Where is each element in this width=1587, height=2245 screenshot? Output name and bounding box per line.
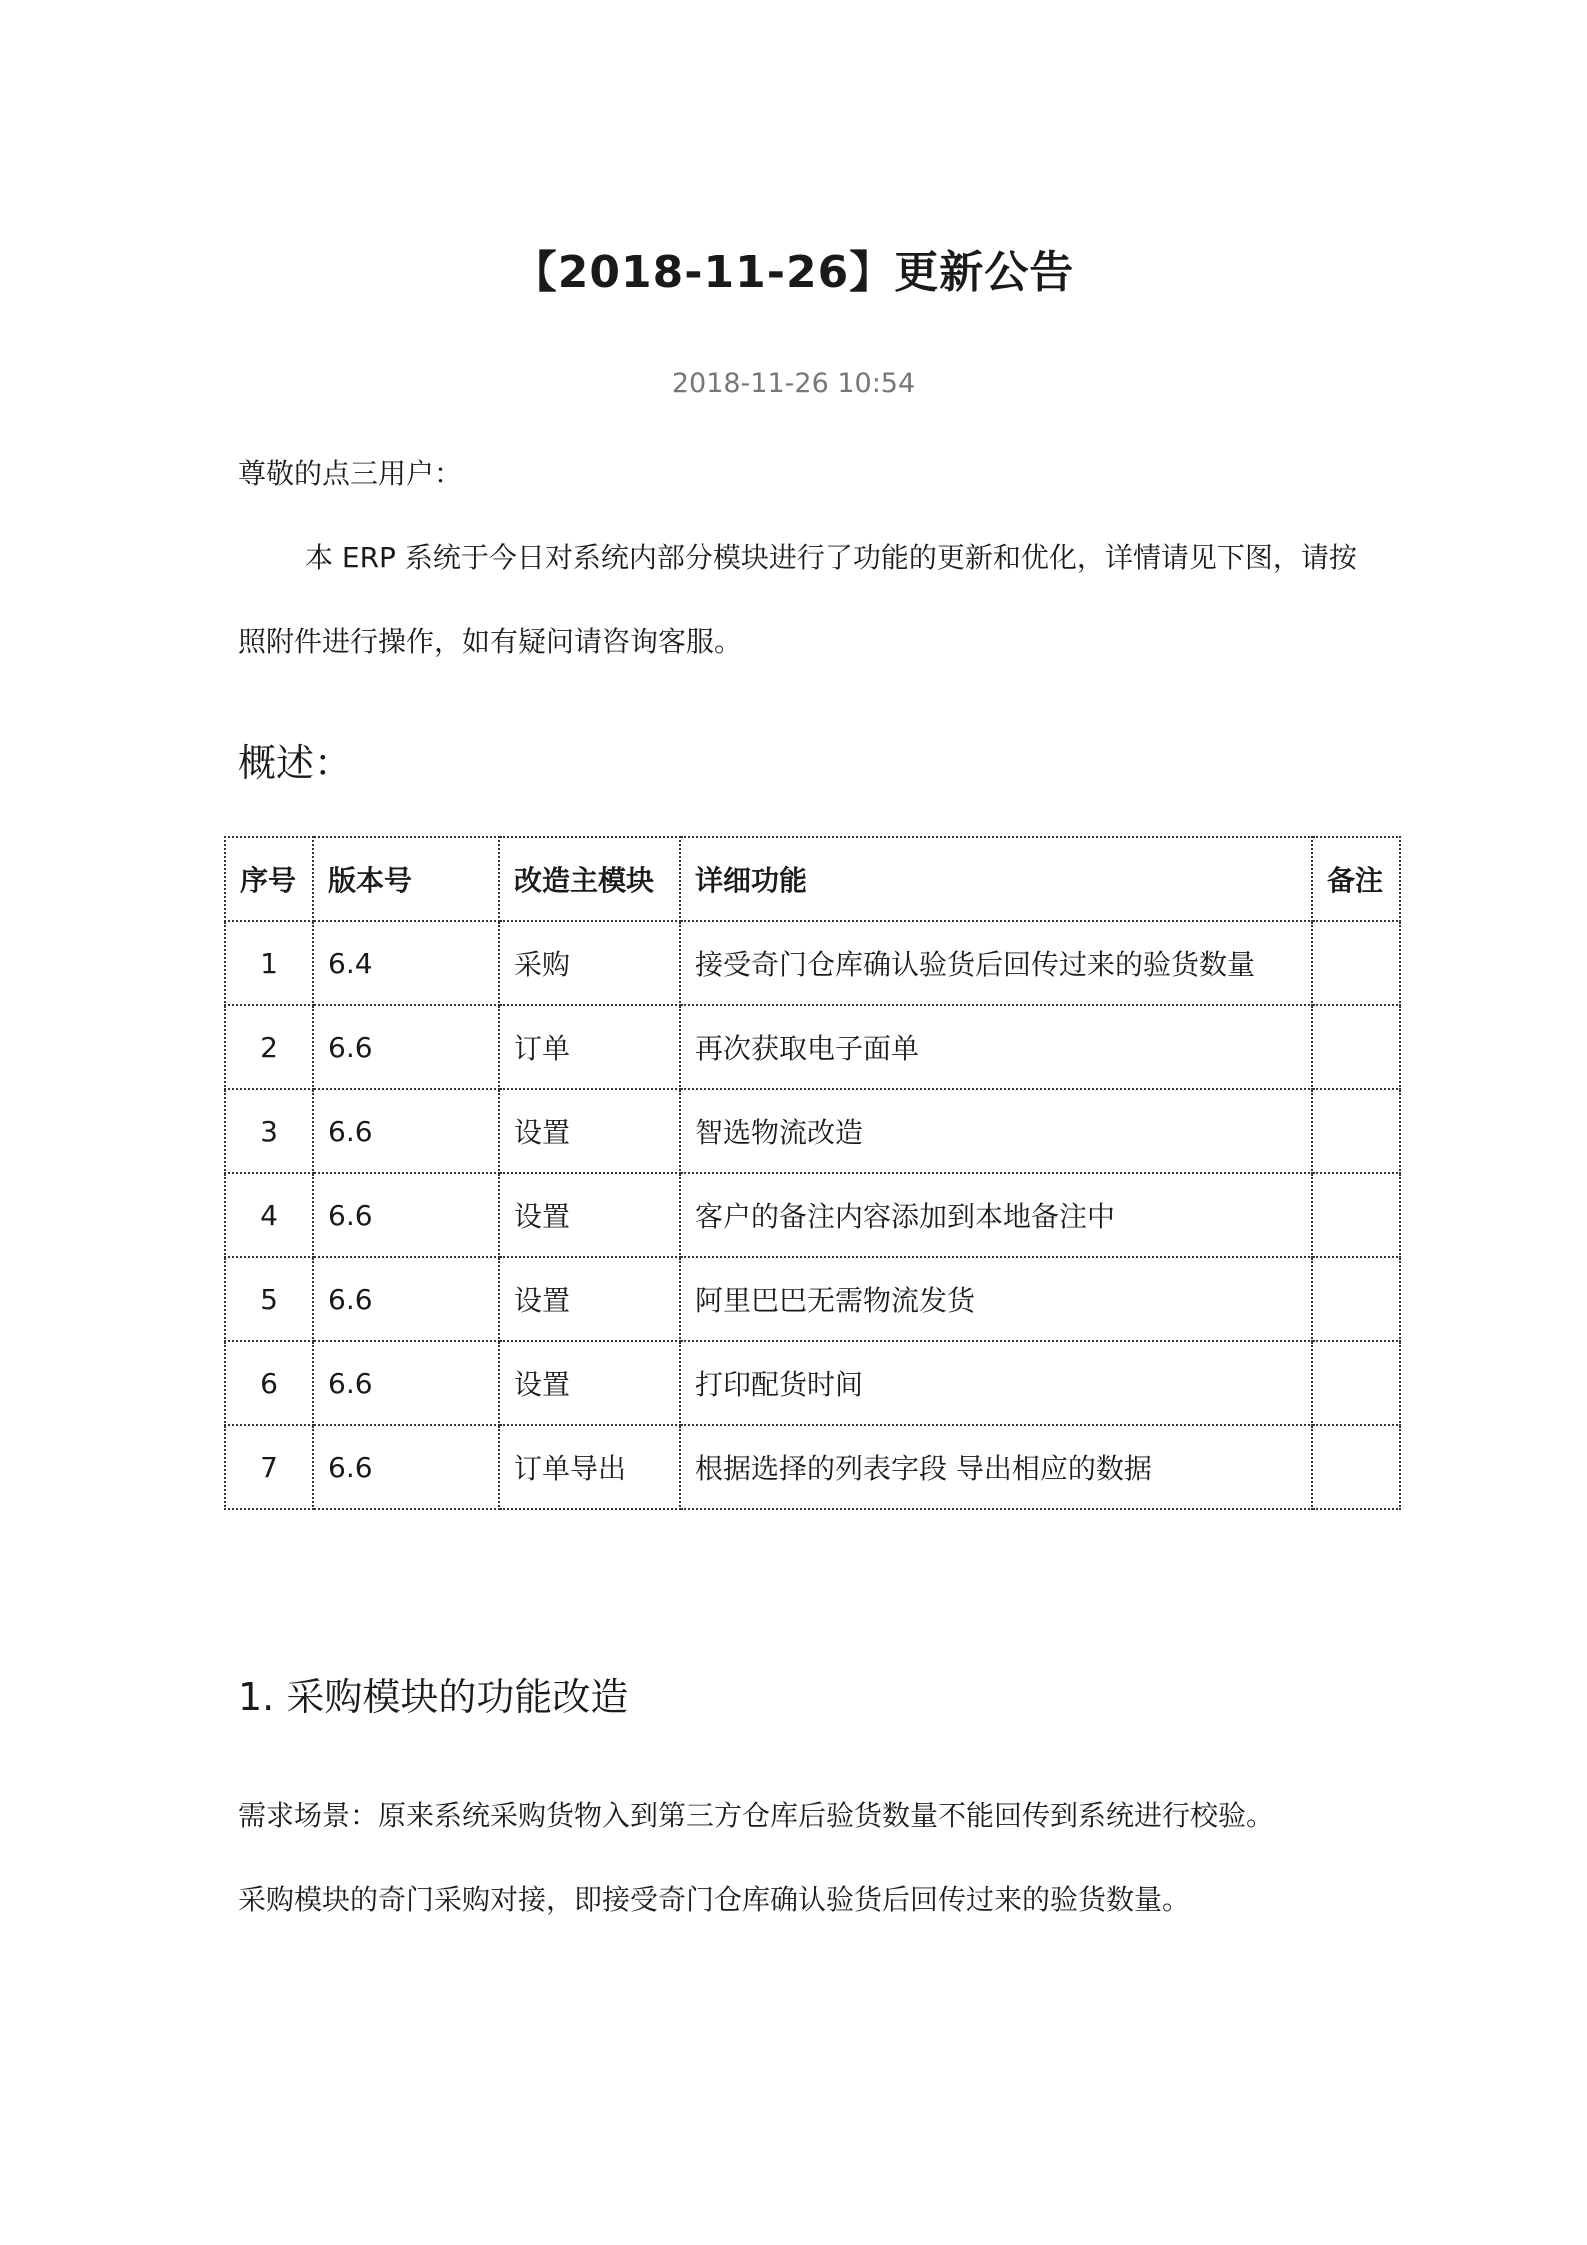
table-row [225, 1005, 1400, 1089]
cell-remark [1312, 1005, 1400, 1089]
cell-module: 设置 [499, 1173, 680, 1257]
cell-module: 设置 [499, 1257, 680, 1341]
overview-heading: 概述： [238, 741, 353, 785]
cell-remark [1312, 1257, 1400, 1341]
cell-module: 设置 [499, 1341, 680, 1425]
page-title: 【2018-11-26】更新公告 [512, 247, 1075, 298]
publish-date: 2018-11-26 10:54 [671, 368, 916, 399]
section-1-scenario: 需求场景：原来系统采购货物入到第三方仓库后验货数量不能回传到系统进行校验。 [238, 1799, 1275, 1832]
cell-index: 5 [225, 1257, 313, 1341]
intro-paragraph-line-2: 照附件进行操作，如有疑问请咨询客服。 [238, 625, 743, 658]
cell-module: 采购 [499, 921, 680, 1005]
cell-version: 6.6 [313, 1173, 499, 1257]
cell-index: 7 [225, 1425, 313, 1509]
cell-version: 6.4 [313, 921, 499, 1005]
table-row [225, 1425, 1400, 1509]
header-index: 序号 [225, 837, 313, 921]
header-remark: 备注 [1312, 837, 1400, 921]
table-row [225, 1341, 1400, 1425]
cell-index: 4 [225, 1173, 313, 1257]
cell-remark [1312, 1341, 1400, 1425]
table-row [225, 921, 1400, 1005]
cell-remark [1312, 921, 1400, 1005]
cell-feature: 阿里巴巴无需物流发货 [680, 1257, 1312, 1341]
cell-index: 3 [225, 1089, 313, 1173]
update-overview-table [224, 836, 1401, 1510]
table-row [225, 1257, 1400, 1341]
cell-feature: 接受奇门仓库确认验货后回传过来的验货数量 [680, 921, 1312, 1005]
header-module: 改造主模块 [499, 837, 680, 921]
cell-index: 6 [225, 1341, 313, 1425]
greeting: 尊敬的点三用户： [238, 457, 463, 490]
cell-version: 6.6 [313, 1341, 499, 1425]
section-1-summary: 采购模块的奇门采购对接，即接受奇门仓库确认验货后回传过来的验货数量。 [238, 1883, 1191, 1916]
cell-index: 1 [225, 921, 313, 1005]
cell-remark [1312, 1089, 1400, 1173]
header-version: 版本号 [313, 837, 499, 921]
cell-remark [1312, 1173, 1400, 1257]
cell-module: 订单 [499, 1005, 680, 1089]
cell-module: 设置 [499, 1089, 680, 1173]
cell-feature: 根据选择的列表字段 导出相应的数据 [680, 1425, 1312, 1509]
intro-paragraph-line-1: 本 ERP 系统于今日对系统内部分模块进行了功能的更新和优化，详情请见下图，请按 [305, 541, 1357, 574]
section-1-heading: 1. 采购模块的功能改造 [238, 1675, 629, 1719]
cell-feature: 打印配货时间 [680, 1341, 1312, 1425]
header-feature: 详细功能 [680, 837, 1312, 921]
cell-version: 6.6 [313, 1257, 499, 1341]
cell-version: 6.6 [313, 1005, 499, 1089]
cell-remark [1312, 1425, 1400, 1509]
cell-version: 6.6 [313, 1089, 499, 1173]
table-row [225, 1089, 1400, 1173]
cell-module: 订单导出 [499, 1425, 680, 1509]
cell-index: 2 [225, 1005, 313, 1089]
cell-version: 6.6 [313, 1425, 499, 1509]
table-row [225, 1173, 1400, 1257]
cell-feature: 客户的备注内容添加到本地备注中 [680, 1173, 1312, 1257]
table-header-row [225, 837, 1400, 921]
cell-feature: 再次获取电子面单 [680, 1005, 1312, 1089]
cell-feature: 智选物流改造 [680, 1089, 1312, 1173]
